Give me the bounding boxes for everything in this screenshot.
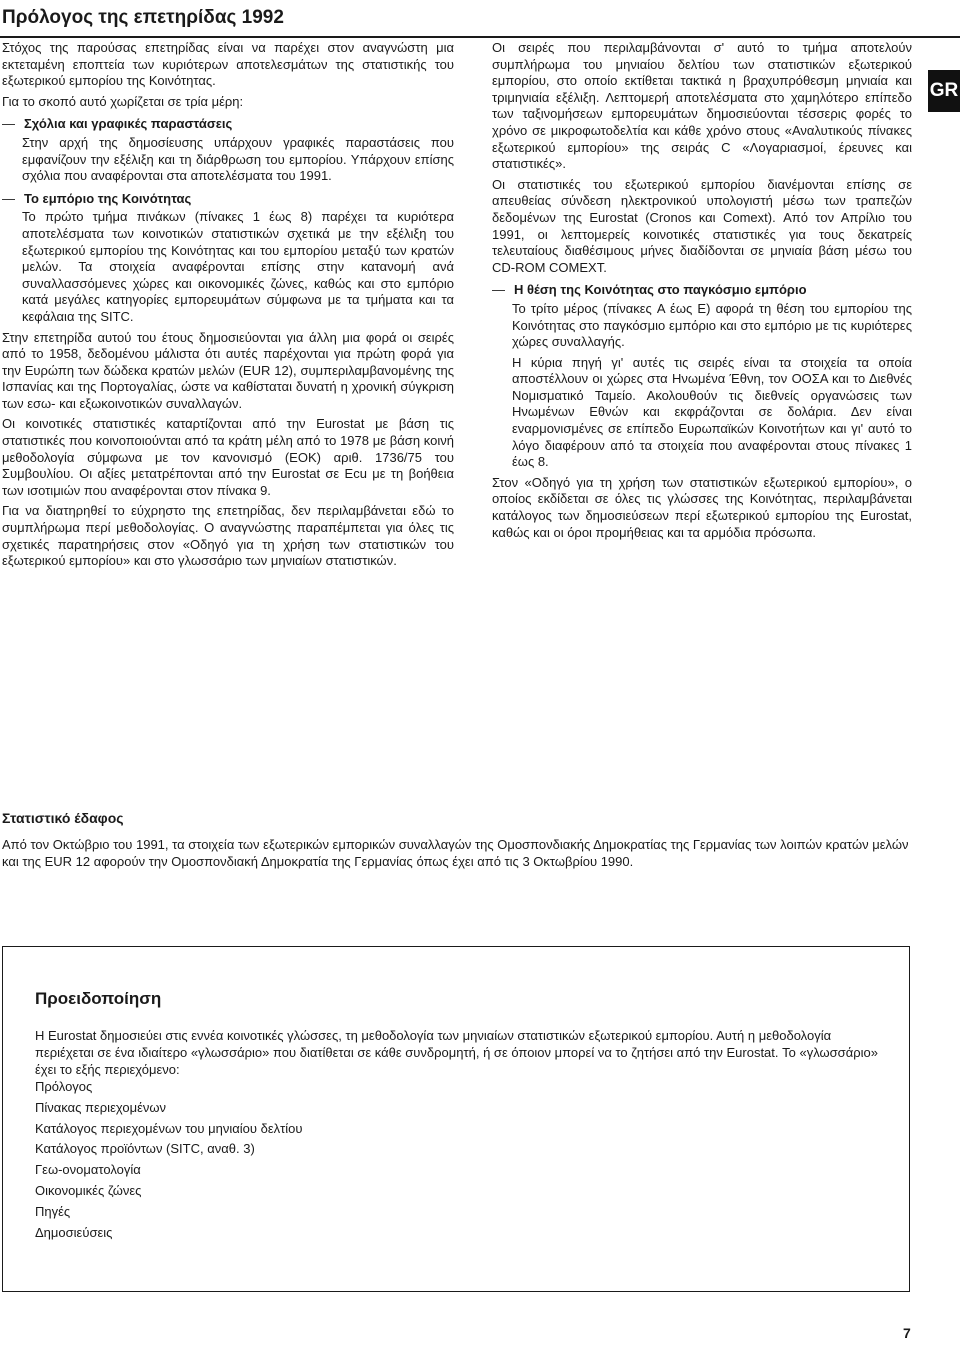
paragraph-guide: Στον «Οδηγό για τη χρήση των στατιστικών εξωτερικού εμπορίου», ο οποίος εκδίδεται σε όλες τις γλώσσες της Κοινότητας, περιλαμβάνεται κατάλογος των δημοσιεύσεων περί εξωτερικού εμπορίου της Eurostat, καθώς και οι όροι προμήθειας και τα αρμόδια πρόσωπα.: [492, 474, 912, 540]
list-item: Δημοσιεύσεις: [35, 1224, 113, 1240]
paragraph-methodology: Για να διατηρηθεί το εύχρηστο της επετηρίδας, δεν περιλαμβάνεται εδώ το συμπλήρωμα περί μεθοδολογίας. Ο αναγνώστης παραπέμπεται για όλες τις σχετικές παρατηρήσεις στον «Οδηγό για τη χρήση των στατιστικών του εξωτερικού εμπορίου» και στο γλωσσάριο των μηνιαίων στατιστικών.: [2, 503, 454, 569]
list-item: Οικονομικές ζώνες: [35, 1182, 142, 1198]
paragraph-series-supplement: Οι σειρές που περιλαμβάνονται σ' αυτό το τμήμα αποτελούν συμπλήρωμα του μηνιαίου δελτίου των στατιστικών εξωτερικού εμπορίου, στο οποίο εκτίθεται τακτικά η βραχυπρόθεσμη μηνιαία και τριμηνιαία εξέλιξη. Λεπτομερή αποτελέσματα στο χαμηλότερο επίπεδο των ταξινομήσεων εμπορευμάτων δημοσιεύονται τέσσερις φορές το χρόνο σε μικροφωτοδελτία και κάθε χρόνο στους «Αναλυτικούς πίνακες εξωτερικού εμπορίου» της σειράς C «Λογαριασμοί, έρευνες και στατιστικές».: [492, 40, 912, 172]
section-text-comments: Στην αρχή της δημοσίευσης υπάρχουν γραφικές παραστάσεις που εμφανίζουν την εξέλιξη και τη διάρθρωση του εμπορίου. Υπάρχουν επίσης σχόλια που αναφέρονται στα αποτελέσματα του 1991.: [22, 134, 454, 184]
section-heading-world-trade: [492, 282, 912, 299]
notice-box: [2, 946, 910, 1292]
section-heading-comments: [2, 116, 454, 133]
paragraph-eurostat: Οι κοινοτικές στατιστικές καταρτίζονται από την Eurostat με βάση τις στατιστικές που κοινοποιούνται από τα κράτη μέλη από το 1978 με βάση κοινή μεθοδολογία σύμφωνα με τον κανονισμό (ΕΟΚ) αριθ. 1736/75 του Συμβουλίου. Οι αξίες μετατρέπονται από την Eurostat σε Ecu με τη βοήθεια των ισοτιμιών που αναφέρονται στον πίνακα 9.: [2, 416, 454, 498]
section-text-community-trade: Το πρώτο τμήμα πινάκων (πίνακες 1 έως 8) παρέχει τα κυριότερα αποτελέσματα των κοινοτικών στατιστικών σχετικά με την εξέλιξη του εξωτερικού εμπορίου της Κοινότητας και του εμπορίου μεταξύ των κρατών μελών. Τα στοιχεία αναφέρονται επίσης στην κατανομή ανά συναλλασσόμενες χώρες και οικονομικές ζώνες, καθώς και στο εμπόριο κατά μεγάλες κατηγορίες εμπορευμάτων σύμφωνα με τα τμήματα και τα κεφάλαια της SITC.: [22, 209, 454, 324]
parts-intro: Για το σκοπό αυτό χωρίζεται σε τρία μέρη:: [2, 93, 244, 109]
language-tab: GR: [928, 70, 960, 112]
page-title: Πρόλογος της επετηρίδας 1992: [2, 7, 284, 28]
dash-marker: —: [492, 282, 505, 298]
page-number: 7: [903, 1325, 911, 1341]
list-item: Γεω-ονοματολογία: [35, 1162, 141, 1178]
section-text-world-trade-1: Το τρίτο μέρος (πίνακες A έως E) αφορά τη θέση του εμπορίου της Κοινότητας στο παγκόσμιο εμπόριο και στο εμπόριο με τις κυριότερες χώρες συναλλαγής.: [512, 300, 912, 350]
glossary-contents-list: [35, 1077, 303, 1243]
list-item: Κατάλογος προϊόντων (SITC, αναθ. 3): [35, 1141, 255, 1157]
section-text-world-trade-2: Η κύρια πηγή γι' αυτές τις σειρές είναι τα στοιχεία τα οποία αποστέλλουν οι χώρες στα Ηνωμένα Έθνη, τον ΟΟΣΑ και το Διεθνές Νομισματικό Ταμείο. Ακολουθούν τις διεθνείς οργανώσεις των Ηνωμένων Εθνών και εκφράζονται σε δολάρια. Δεν είναι εναρμονισμένες σε επίπεδο Ευρωπαϊκών Κοινοτήτων και γι' αυτό το λόγο διαφέρουν από τα στοιχεία που αναφέρονται στους πίνακες 1 έως 8.: [512, 354, 912, 470]
left-column: [2, 40, 454, 574]
right-column: [492, 40, 912, 545]
notice-title: Προειδοποίηση: [35, 989, 162, 1008]
header-rule: [0, 36, 960, 38]
territory-text: Από τον Οκτώβριο του 1991, τα στοιχεία των εξωτερικών εμπορικών συναλλαγών της Ομοσπονδιακής Δημοκρατίας της Γερμανίας των λοιπών κρατών μελών και της EUR 12 αφορούν την Ομοσπονδιακή Δημοκρατία της Γερμανίας όπως έχει από τις 3 Οκτωβρίου 1990.: [2, 837, 909, 869]
section-heading-text: Η θέση της Κοινότητας στο παγκόσμιο εμπόριο: [514, 282, 807, 298]
notice-text: Η Eurostat δημοσιεύει στις εννέα κοινοτικές γλώσσες, τη μεθοδολογία των μηνιαίων στατιστικών εξωτερικού εμπορίου. Αυτή η μεθοδολογία περιέχεται σε ένα ιδιαίτερο «γλωσσάριο» που διατίθεται σε κάθε συνδρομητή, ή σε όποιον μπορεί να το ζητήσει από την Eurostat. Το «γλωσσάριο» έχει το εξής περιεχόμενο:: [35, 1028, 878, 1077]
section-heading-community-trade: [2, 191, 454, 208]
section-heading-text: Το εμπόριο της Κοινότητας: [24, 190, 192, 206]
list-item: Πρόλογος: [35, 1079, 93, 1094]
section-heading-text: Σχόλια και γραφικές παραστάσεις: [24, 116, 233, 132]
paragraph-series: Στην επετηρίδα αυτού του έτους δημοσιεύονται για άλλη μια φορά οι σειρές από το 1958, δεδομένου μάλιστα ότι αυτές παρέχονται για πρώτη φορά για την Ευρώπη των δώδεκα κρατών μελών (EUR 12), συμπεριλαμβανομένης της Ισπανίας και της Πορτογαλίας, ώστε να καθίσταται δυνατή η χρονική σύγκριση των εσω- και εξωκοινοτικών συναλλαγών.: [2, 329, 454, 411]
dash-marker: —: [2, 190, 15, 206]
intro-paragraph: Στόχος της παρούσας επετηρίδας είναι να παρέχει στον αναγνώστη μια εκτεταμένη εποπτεία των κυριότερων αποτελεσμάτων της στατιστικής του εξωτερικού εμπορίου της Κοινότητας.: [2, 40, 454, 89]
list-item: Κατάλογος περιεχομένων του μηνιαίου δελτίου: [35, 1120, 303, 1136]
paragraph-distribution: Οι στατιστικές του εξωτερικού εμπορίου διανέμονται επίσης σε απευθείας σύνδεση ηλεκτρονικού υπολογιστή μέσω των τραπεζών δεδομένων της Eurostat (Cronos και Comext). Από τον Απρίλιο του 1991, οι λεπτομερείς κοινοτικές στατιστικές για τους δεκατρείς τελευταίους διαθέσιμους μήνες διαδίδονται σε μηνιαία βάση μέσω του CD-ROM COMEXT.: [492, 176, 912, 275]
list-item: Πηγές: [35, 1203, 71, 1219]
list-item: Πίνακας περιεχομένων: [35, 1099, 167, 1115]
dash-marker: —: [2, 116, 15, 132]
territory-title: Στατιστικό έδαφος: [2, 810, 124, 826]
